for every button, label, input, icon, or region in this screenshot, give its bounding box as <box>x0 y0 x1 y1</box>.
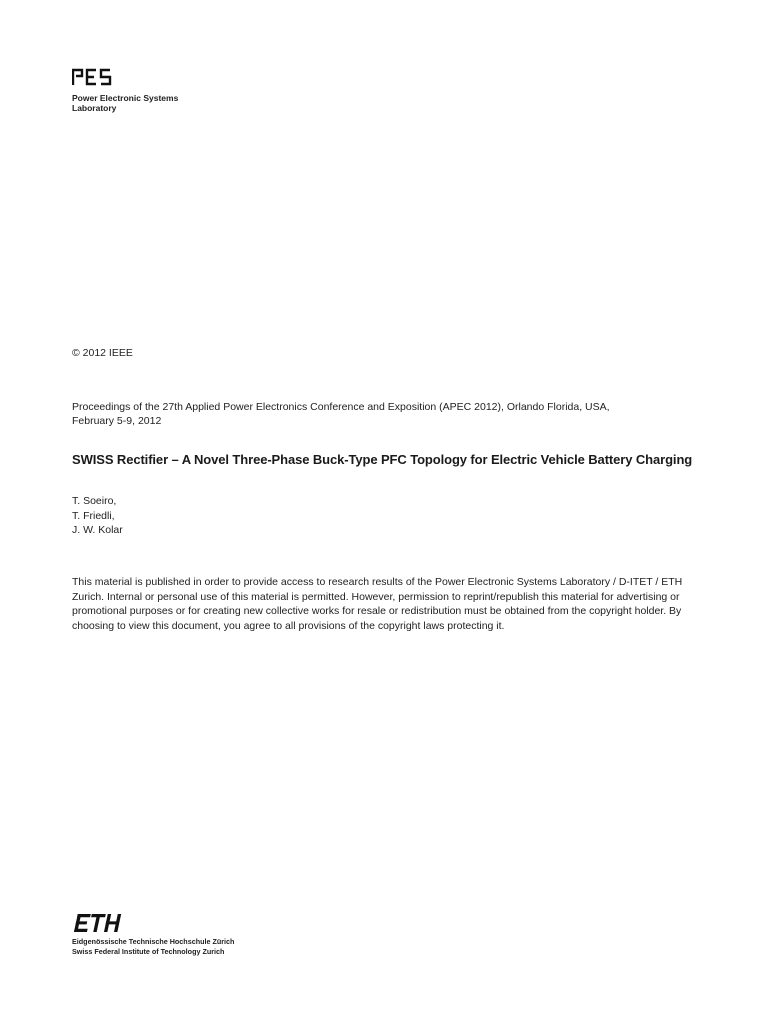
pes-logo <box>72 68 112 86</box>
author: J. W. Kolar <box>72 524 123 536</box>
pes-header <box>72 68 178 113</box>
lab-name-line2: Laboratory <box>72 103 117 113</box>
proceedings-line2: February 5-9, 2012 <box>72 415 162 427</box>
author-list <box>72 494 123 538</box>
author: T. Friedli, <box>72 509 115 522</box>
copyright-disclaimer: This material is published in order to provide access to research results of the Power Electronic Systems Laboratory / D-ITET / ETH Zurich. Internal or personal use of this material is permitted. However, permission to reprint/republish this material for advertising or promotional purposes or for creating new collective works for resale or redistribution must be obtained from the copyright holder. By choosing to view this document, you agree to all provisions of the copyright laws protecting it. <box>72 576 683 632</box>
eth-footer <box>72 913 234 956</box>
proceedings-line1: Proceedings of the 27th Applied Power Electronics Conference and Exposition (APEC 2012), Orlando Florida, USA, <box>72 401 610 413</box>
proceedings-info <box>72 400 692 428</box>
copyright-notice: © 2012 IEEE <box>72 347 133 359</box>
institution-line2: Swiss Federal Institute of Technology Zurich <box>72 946 225 956</box>
institution-line1: Eidgenössische Technische Hochschule Zürich <box>72 937 235 946</box>
institution-name <box>72 937 234 956</box>
paper-title: SWISS Rectifier – A Novel Three-Phase Buck-Type PFC Topology for Electric Vehicle Battery Charging <box>72 452 693 467</box>
author: T. Soeiro, <box>72 495 117 507</box>
lab-name <box>72 93 178 113</box>
lab-name-line1: Power Electronic Systems <box>72 93 179 103</box>
eth-logo <box>72 913 124 933</box>
